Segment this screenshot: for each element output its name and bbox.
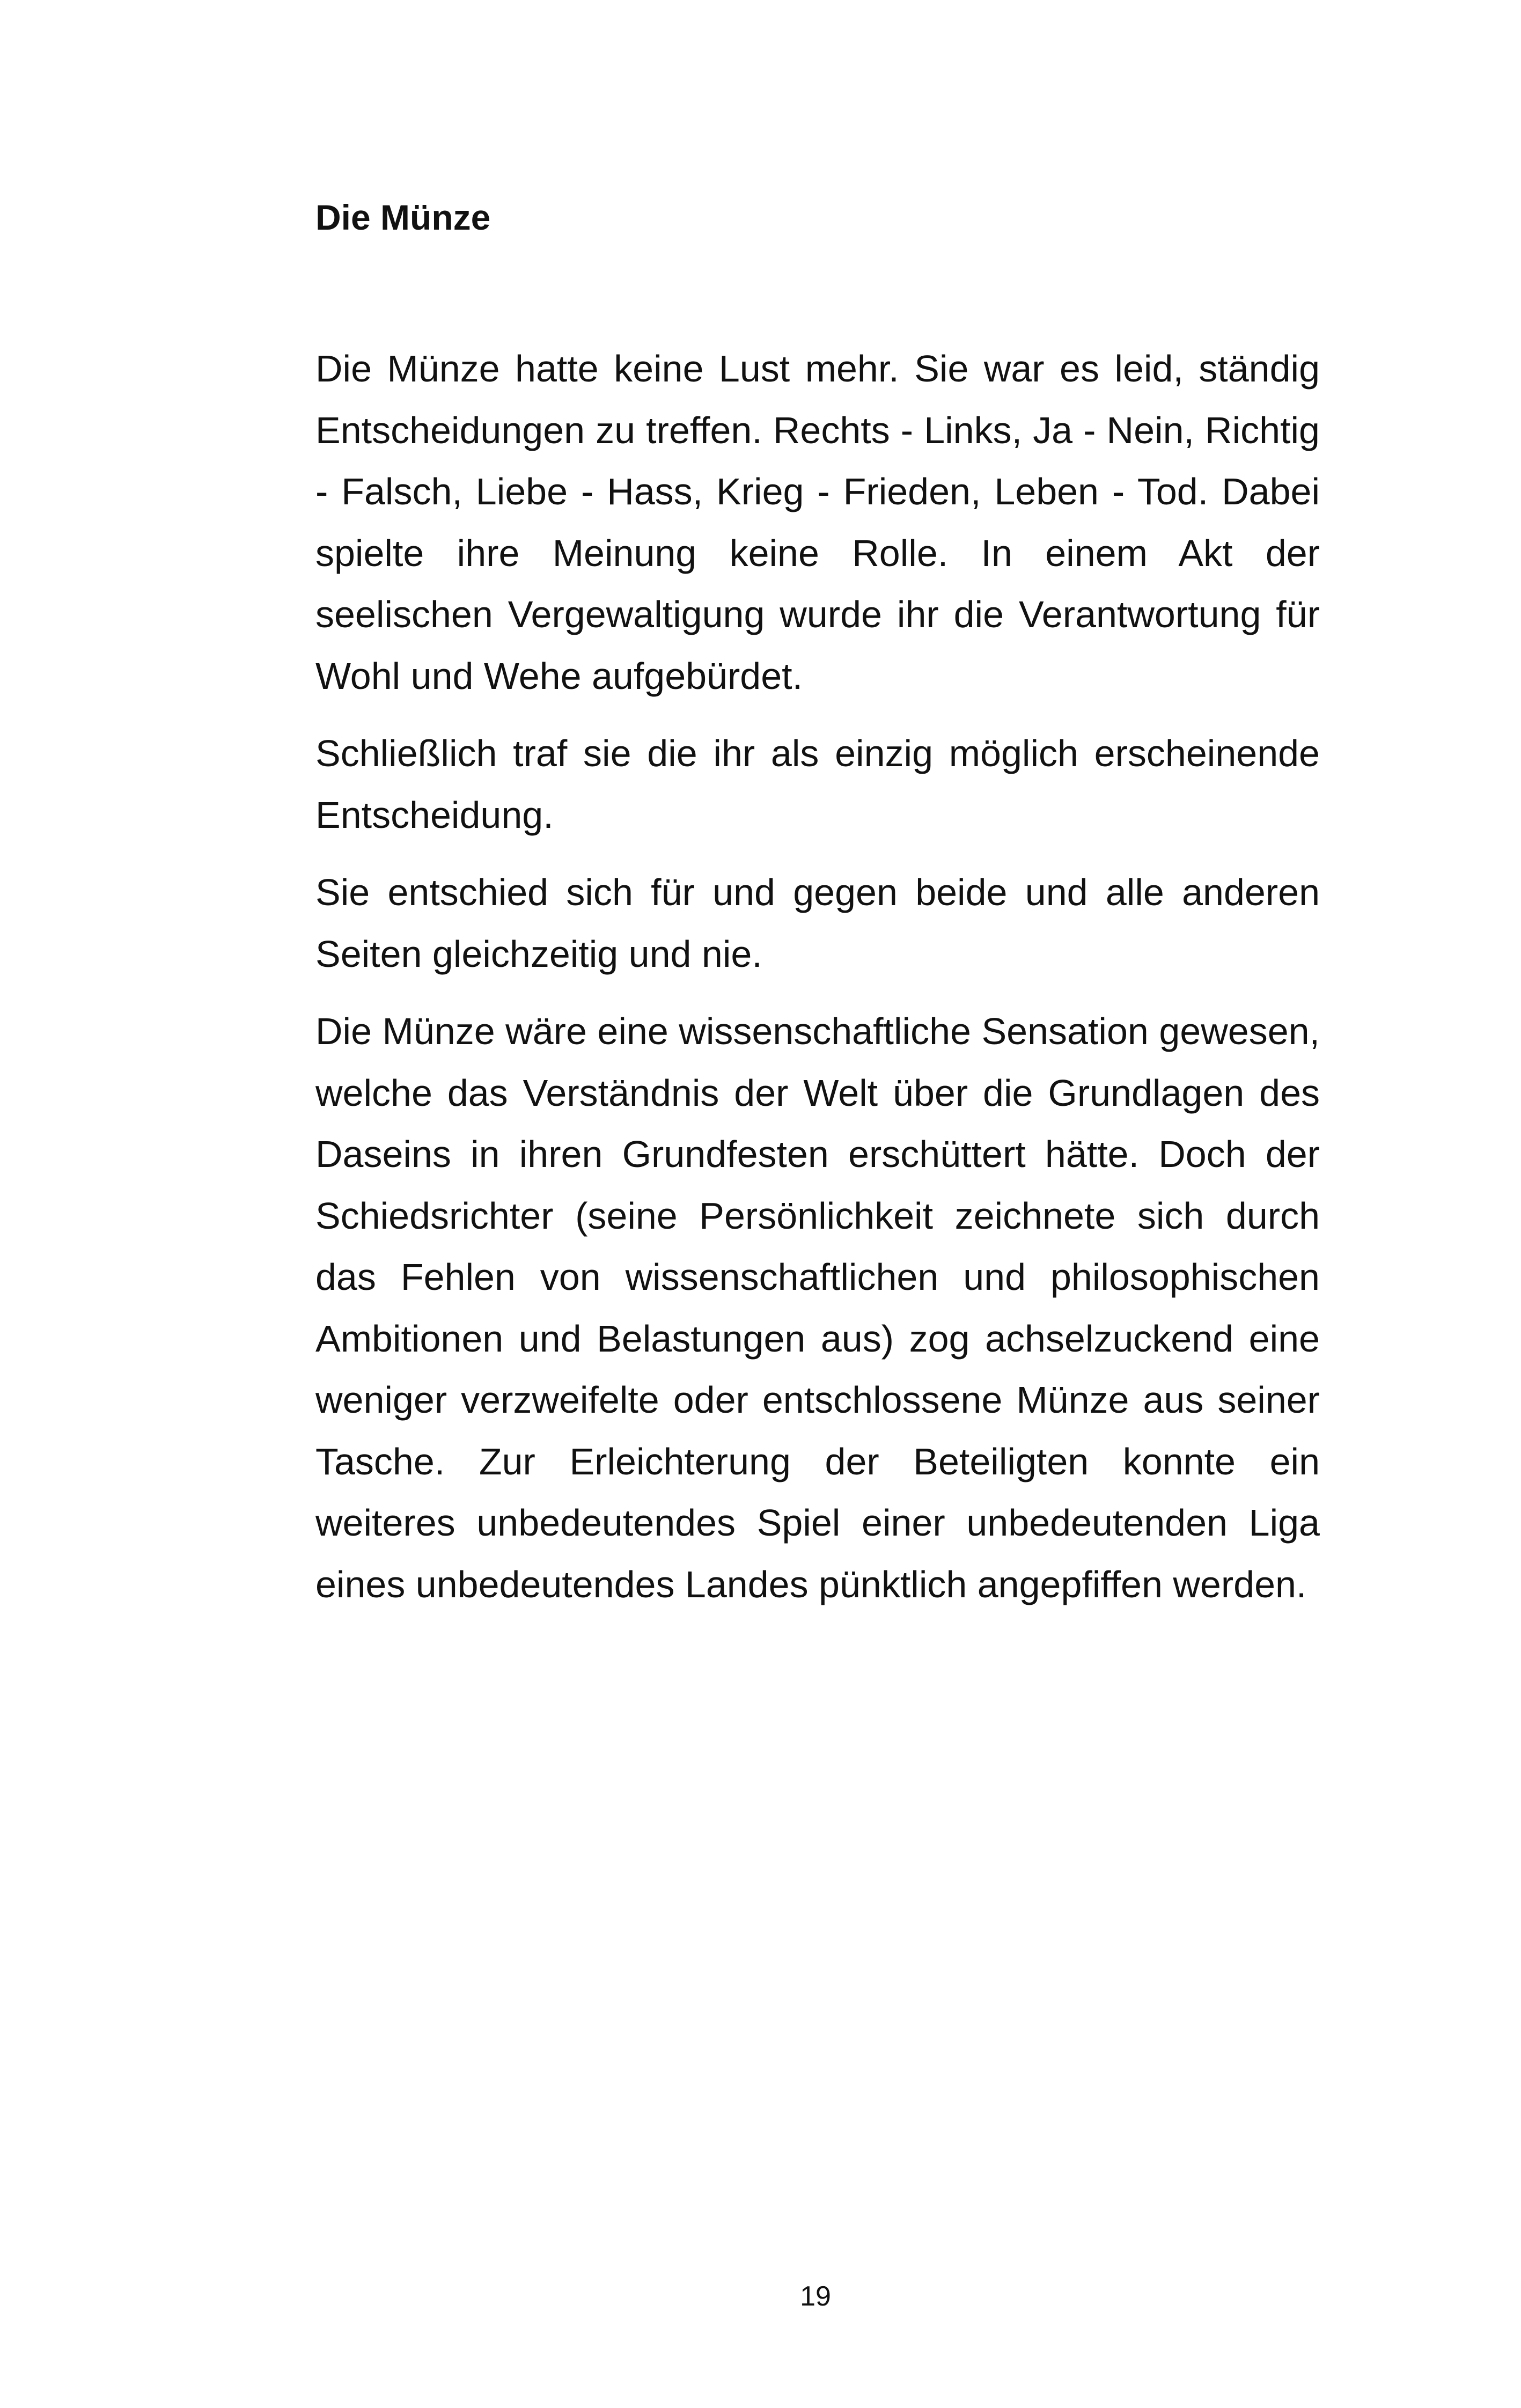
chapter-title: Die Münze <box>315 197 491 237</box>
page-number: 19 <box>800 2281 831 2312</box>
paragraph-4: Die Münze wäre eine wissenschaftliche Sensation gewesen, welche das Verständnis der Welt über die Grundlagen des Daseins in ihren Grundfesten erschüttert hätte. Doch der Schiedsrichter (seine Persönlichkeit zeichnete sich durch das Fehlen von wissenschaftlichen und philosophischen Ambitionen und Belastungen aus) zog achselzuckend eine weniger verzweifelte oder entschlossene Münze aus seiner Tasche. Zur Erleichterung der Beteiligten konnte ein weiteres unbedeutendes Spiel einer unbedeutenden Liga eines unbedeutendes Landes pünktlich angepfiffen werden. <box>315 1010 1320 1605</box>
paragraph-1: Die Münze hatte keine Lust mehr. Sie war es leid, ständig Entscheidungen zu treffen. Rechts - Links, Ja - Nein, Richtig - Falsch, Liebe - Hass, Krieg - Frieden, Leben - Tod. Dabei spielte ihre Meinung keine Rolle. In einem Akt der seelischen Vergewaltigung wurde ihr die Verantwortung für Wohl und Wehe aufgebürdet. <box>315 348 1320 697</box>
paragraph-3: Sie entschied sich für und gegen beide und alle anderen Seiten gleichzeitig und nie. <box>315 871 1320 975</box>
paragraph-2: Schließlich traf sie die ihr als einzig möglich erscheinende Entscheidung. <box>315 732 1320 836</box>
body-text <box>315 338 1320 1631</box>
